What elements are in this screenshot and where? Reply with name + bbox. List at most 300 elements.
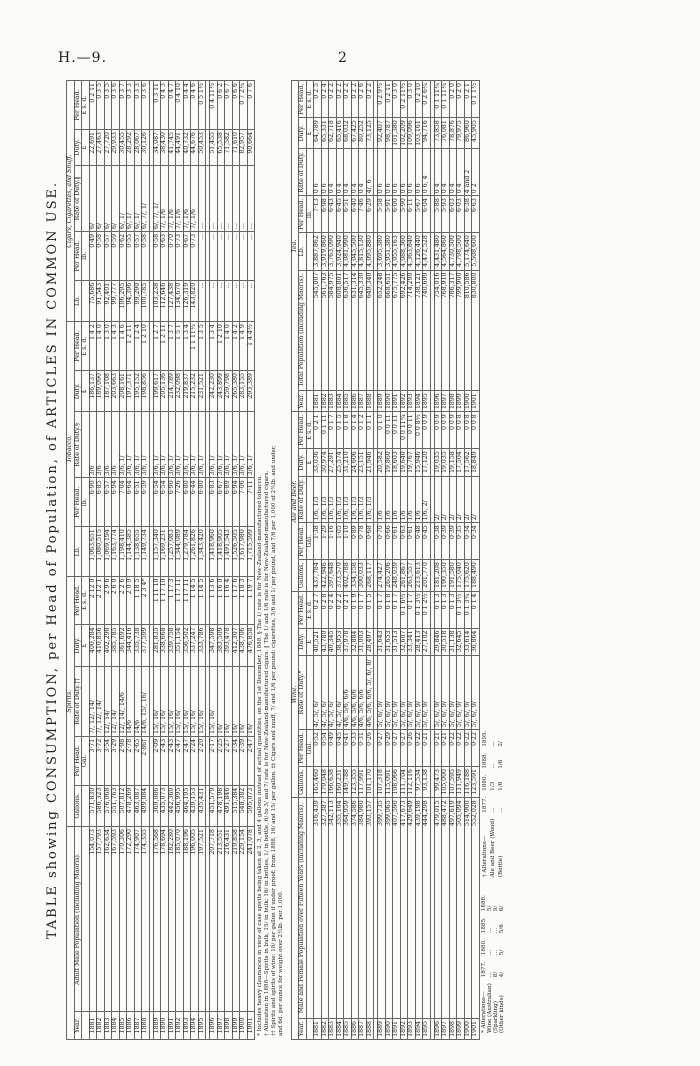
table-cell: 199,617 [153, 371, 161, 412]
alteration-value: 1/6 [497, 759, 504, 769]
table-row [434, 81, 442, 1040]
group-tobacco: Tobacco. [67, 322, 75, 576]
column-header: Gallons. [299, 560, 307, 591]
table-cell: 143,820 [191, 280, 199, 321]
table-cell: 16/ [225, 666, 233, 736]
table-cell: 167,593 [112, 827, 120, 1012]
column-header: Rate of Duty.* [299, 655, 307, 729]
table-row [314, 81, 322, 1040]
table-cell: 0·73 [176, 231, 184, 280]
table-cell: 361,692 [119, 625, 127, 666]
table-cell: 1884 [336, 391, 344, 412]
table-cell: 0·68 [366, 523, 374, 560]
table-cell: 34,087 [153, 130, 161, 166]
table-cell: 6/, 7/, 1/ [142, 166, 150, 232]
table-cell: 439,198 [415, 798, 423, 1018]
table-cell: 24,606 [351, 449, 359, 476]
table-cell: 187,108 [104, 371, 112, 412]
table-cell: 0 2 2 [366, 81, 374, 118]
table-cell: 1898 [449, 391, 457, 412]
table-cell: 1887 [134, 1011, 142, 1039]
table-cell: ... [247, 231, 255, 280]
table-row [247, 81, 255, 1040]
table-cell: 15/, 16/ [183, 666, 191, 736]
column-header: Per Head. [74, 576, 82, 625]
table-cell: 0 0 8 [464, 412, 472, 449]
table-cell: 339,758 [168, 625, 176, 666]
table-cell: 263,557 [408, 560, 416, 591]
table-cell: 1882 [321, 391, 329, 412]
table-cell: 0 1 3 [442, 591, 450, 628]
table-cell: 3·72 [97, 736, 105, 785]
table-cell: 32,607 [400, 628, 408, 655]
table-cell: 438,706 [240, 625, 248, 666]
table-cell: 0·48 [415, 523, 423, 560]
table-cell: 5·90 [400, 196, 408, 233]
table-cell: 4,088,360 [400, 233, 408, 270]
table-cell: 6·98 [321, 196, 329, 233]
table-cell: 2·47 [176, 736, 184, 785]
table-cell: 0 1 11¼ [434, 81, 442, 118]
table-cell: 6·03 [457, 196, 465, 233]
table-cell: 0 3 0 [408, 81, 416, 118]
table-cell: 1 3 0 [104, 322, 112, 371]
table-cell: 1/6, 1/3 [336, 476, 344, 523]
table-cell: 1/6 [378, 476, 386, 523]
alteration-value: ... [486, 971, 493, 978]
table-cell: 369,086 [153, 785, 161, 826]
table-cell: 12/, 14/ [112, 666, 120, 736]
table-cell: 0·70 [168, 231, 176, 280]
table-cell: 799,900 [457, 270, 465, 391]
upper-header-row [74, 81, 82, 1040]
table-cell: 497,619 [449, 798, 457, 1018]
table-cell: 0·34 [472, 523, 480, 560]
table-row [472, 81, 480, 1040]
table-cell: 645,330 [359, 270, 367, 391]
column-header: Adult Male Population (including Maoris). [74, 827, 82, 1012]
table-cell: 1 3 4 [210, 322, 218, 371]
table-cell: 0 4 [344, 149, 352, 196]
table-cell: 1,257,083 [168, 527, 176, 576]
table-cell: 1892 [400, 1018, 408, 1039]
group-spirits: Spirits. [67, 576, 75, 827]
table-cell: 19,767 [408, 449, 416, 476]
table-title: TABLE showing CONSUMPTION, per Head of Population, of ARTICLES IN COMMON USE. [45, 180, 60, 940]
lower-footnotes [482, 80, 505, 1036]
table-row [225, 81, 233, 1040]
table-cell: 99,777 [112, 280, 120, 321]
table-cell: 0 0 9 [442, 412, 450, 449]
table-cell: 1 4 0 [97, 322, 105, 371]
table-cell: 1,261,826 [191, 527, 199, 576]
table-cell: 38,430 [161, 130, 169, 166]
table-cell: 176,568 [153, 827, 161, 1012]
table-cell: 0 2 6 [359, 81, 367, 118]
table-cell: ... [247, 166, 255, 232]
table-cell: 1895 [423, 391, 431, 412]
table-cell: 1898 [225, 1011, 233, 1039]
table-cell: 3/6, 1/ [153, 412, 161, 478]
table-cell: 7·46 [359, 196, 367, 233]
table-cell: 0 6 2 [217, 81, 225, 130]
table-cell: ... [217, 231, 225, 280]
table-cell: 334,158 [351, 560, 359, 591]
table-cell: 3/6, 1/ [232, 412, 240, 478]
table-cell: 115,091 [385, 767, 393, 798]
table-cell: 1,157,340 [153, 527, 161, 576]
table-cell: 91,543 [97, 280, 105, 321]
table-cell: 6·54 [161, 478, 169, 527]
table-cell: 5/, 6/, 9/ [378, 655, 386, 729]
table-cell: 1 4 3 [112, 322, 120, 371]
table-cell: 51,455 [210, 130, 218, 166]
table-cell: 0 6 [378, 149, 386, 196]
table-cell: 1884 [112, 1011, 120, 1039]
table-cell: 0 2 4 [329, 591, 337, 628]
table-cell: 123,591 [472, 767, 480, 798]
table-cell: 1/6 [393, 476, 401, 523]
table-cell: 0·58 [153, 231, 161, 280]
table-cell: 0 1 3½ [415, 591, 423, 628]
column-header: Rate of Duty.‖ [74, 166, 82, 232]
table-cell: 1888 [366, 1018, 374, 1039]
table-cell: 0 1 2 [359, 412, 367, 449]
table-cell: 4/, 5/, 6/ [329, 655, 337, 729]
table-cell: 6·43 [329, 196, 337, 233]
alteration-item: (Bottle) [497, 855, 504, 878]
table-cell: 7·26 [176, 478, 184, 527]
table-cell: 44,491 [176, 130, 184, 166]
table-cell: 6·90 [89, 478, 97, 527]
table-cell: 242,230 [210, 371, 218, 412]
table-cell: 15/, 16/ [153, 666, 161, 736]
table-cell: 29,933 [112, 130, 120, 166]
table-row [112, 81, 120, 1040]
table-cell: 0 3 3 [134, 81, 142, 130]
table-cell: 1 4 0 [225, 322, 233, 371]
table-cell: 1900 [464, 1018, 472, 1039]
table-cell: 0 1 1 [366, 412, 374, 449]
column-header: Rate of Duty.†† [74, 666, 82, 736]
table-cell: 6/ [89, 166, 97, 232]
table-cell: 0 2 7 [314, 591, 322, 628]
table-cell: 1891 [168, 1011, 176, 1039]
table-cell: 0 6 [314, 149, 322, 196]
table-cell: ... [225, 166, 233, 232]
table-cell: 0·55 [127, 231, 135, 280]
table-cell: 3,763,090 [329, 233, 337, 270]
unit-cell [82, 785, 90, 826]
table-cell: 12/, 14/ [104, 666, 112, 736]
table-cell: 3,924,940 [336, 233, 344, 270]
table-row [127, 81, 135, 1040]
table-cell: 12/, 14/, 14/6 [119, 666, 127, 736]
table-cell: 1 2 10 [142, 322, 150, 371]
table-cell: 0 4 [434, 149, 442, 196]
table-cell: 0·29 [385, 730, 393, 767]
table-cell: 27,102 [423, 628, 431, 655]
table-cell: 3/6, 1/ [225, 412, 233, 478]
table-cell: 0·21 [423, 730, 431, 767]
table-cell: 62,718 [329, 118, 337, 149]
table-cell: 64,789 [314, 118, 322, 149]
table-cell: 1 3 7 [168, 322, 176, 371]
table-cell: 265,206 [385, 560, 393, 591]
footnote: †† Spirits and spirits of wine: 18/ per gallon if under proof; from 1888, 16/ and 15/ per gallon. ‡‡ Cigars and snuff, 7/ and 1/6 per pound; cigarettes, 3/6 and 1/ per pound, and 7/6 per 1,000 of 2½lb. and under, [270, 445, 277, 1036]
table-cell: 6·94 [232, 478, 240, 527]
table-cell: 1,343,420 [198, 527, 206, 576]
table-cell: 1882 [97, 1011, 105, 1039]
table-cell: 373,570 [336, 560, 344, 591]
table-cell: 2·34 [232, 736, 240, 785]
table-cell: 0·41 [344, 730, 352, 767]
table-cell: 0·35 [457, 523, 465, 560]
table-row [321, 81, 329, 1040]
unit-cell: £ s. d. [82, 81, 90, 130]
table-cell: 16/ [240, 666, 248, 736]
table-cell: 1,080,515 [97, 527, 105, 576]
table-cell: 0 2 1 [464, 81, 472, 118]
table-row [457, 81, 465, 1040]
table-cell: 19,640 [400, 449, 408, 476]
table-cell: 0 6 [415, 149, 423, 196]
table-cell: 515,384 [232, 785, 240, 826]
table-cell: 79,975 [457, 118, 465, 149]
table-cell: 1 14 5 [191, 576, 199, 625]
table-cell: 3/6 [104, 412, 112, 478]
table-cell: 2 3 4* [142, 576, 150, 625]
table-cell: ... [198, 166, 206, 232]
table-cell: 608,801 [336, 270, 344, 391]
table-cell: 1888 [142, 1011, 150, 1039]
table-cell: 0 6 [393, 149, 401, 196]
table-cell: 4,815,130 [359, 233, 367, 270]
table-cell: 0 1 6½ [400, 591, 408, 628]
table-cell: 356,502 [183, 625, 191, 666]
table-cell: 2·27 [225, 736, 233, 785]
table-cell: 479,015 [434, 798, 442, 1018]
table-cell: 14/6 [127, 666, 135, 736]
table-cell: 0 2 2 [329, 81, 337, 118]
table-cell: 5/, 6/, 9/ [472, 655, 480, 729]
table-cell: 1/6 [408, 476, 416, 523]
table-row [415, 81, 423, 1040]
table-cell: 1891 [393, 1018, 401, 1039]
table-cell: 4,472,528 [423, 233, 431, 270]
table-cell: 15/, 16/ [168, 666, 176, 736]
table-cell: 109,096 [408, 118, 416, 149]
table-cell: ... [232, 280, 240, 321]
table-cell: 1 1 11½ [191, 322, 199, 371]
table-cell: 259,798 [225, 371, 233, 412]
unit-cell: Gal. [82, 736, 90, 785]
table-cell: 1 13 6 [210, 576, 218, 625]
table-cell: 31,653 [385, 628, 393, 655]
table-cell: 1 19 7 [247, 576, 255, 625]
table-cell: 393,478 [225, 625, 233, 666]
beer-alterations [482, 728, 505, 881]
table-cell: 2·78 [127, 736, 135, 785]
table-cell: 65,538 [217, 130, 225, 166]
group-cigars: Cigars, Cigarettes, and Snuff. [67, 81, 75, 322]
table-cell: 0 2 2 [336, 81, 344, 118]
column-header: Year. [299, 391, 307, 412]
table-cell: 1900 [240, 1011, 248, 1039]
table-cell: 0 2 11 [89, 81, 97, 130]
table-cell: 1 2 7 [153, 322, 161, 371]
table-cell: 586,323 [97, 785, 105, 826]
table-cell: 393,157 [366, 798, 374, 1018]
table-cell: 4/, 6 [366, 149, 374, 196]
table-cell: 175,040 [457, 560, 465, 591]
table-cell: 754,016 [434, 270, 442, 391]
alteration-value: 9/ [492, 905, 499, 912]
table-cell: 0·57 [134, 231, 142, 280]
table-cell: 78,876 [449, 118, 457, 149]
lower-header-row [299, 81, 307, 1040]
table-cell: 82,957 [240, 130, 248, 166]
unit-cell [82, 827, 90, 1012]
table-cell: 1,526,505 [232, 527, 240, 576]
table-cell: 6/, 1/ [134, 166, 142, 232]
table-cell: 201,770 [423, 560, 431, 591]
alteration-year: 1888. [480, 895, 487, 912]
alteration-year: 1888. [481, 752, 488, 769]
table-cell: 1893 [408, 391, 416, 412]
lower-table [291, 80, 480, 1040]
table-cell: 0·49 [89, 231, 97, 280]
column-header: Duty. [74, 625, 82, 666]
alteration-value: ... [486, 927, 493, 934]
table-cell: 105,000 [442, 767, 450, 798]
group-tea: Tea. [291, 81, 299, 412]
table-cell: 1881 [89, 1011, 97, 1039]
table-cell: 0 2 2 [344, 81, 352, 118]
table-cell: 478,198 [217, 785, 225, 826]
table-cell: ... [217, 166, 225, 232]
table-cell: 80,252 [359, 118, 367, 149]
table-cell: 38,953 [336, 628, 344, 655]
column-header: Rate of Duty. [299, 149, 307, 196]
table-cell: 1 4 4½ [247, 322, 255, 371]
table-cell: 1/6 [385, 476, 393, 523]
table-cell: 50,453 [198, 130, 206, 166]
table-cell: 1887 [359, 391, 367, 412]
table-cell: ... [210, 280, 218, 321]
table-cell: 342,113 [329, 798, 337, 1018]
table-cell: 584,975 [329, 270, 337, 391]
page-number: 2 [338, 50, 347, 66]
table-cell: 6·59 [142, 478, 150, 527]
table-cell: 1885 [119, 1011, 127, 1039]
table-cell: ... [198, 231, 206, 280]
table-cell: 0·38 [434, 523, 442, 560]
table-cell: 0 1 1½ [472, 81, 480, 118]
table-cell: 337,247 [191, 625, 199, 666]
column-header: Total Population (including Maoris). [299, 270, 307, 391]
table-cell: 31,138 [449, 628, 457, 655]
table-cell: 229,154 [240, 827, 248, 1012]
table-cell: 1 2 11 [161, 322, 169, 371]
table-cell: 2 2 6 [119, 576, 127, 625]
table-cell: 1900 [464, 391, 472, 412]
table-cell: 0 4 [457, 149, 465, 196]
table-cell: 27,720 [104, 130, 112, 166]
table-cell: 5·93 [442, 196, 450, 233]
table-cell: 134,670 [176, 280, 184, 321]
table-cell: 17,562 [464, 449, 472, 476]
table-cell: 207,718 [210, 827, 218, 1012]
table-cell: 0 0 8½ [415, 412, 423, 449]
table-cell: 4/, 5/, 6/ [321, 655, 329, 729]
table-cell: 90,664 [247, 130, 255, 166]
table-cell: 385,785 [112, 625, 120, 666]
table-cell: 2·86† [142, 736, 150, 785]
table-cell: 1901 [472, 1018, 480, 1039]
table-cell: 28,413 [415, 628, 423, 655]
table-cell: 402,298 [104, 625, 112, 666]
unit-cell [82, 412, 90, 478]
table-cell: 4/, 5/, 6/ [336, 655, 344, 729]
table-cell: ... [240, 231, 248, 280]
table-cell: 0 0 9 [434, 412, 442, 449]
table-row [359, 81, 367, 1040]
table-cell: 4,095,880 [366, 233, 374, 270]
table-cell: 0 2 11 [385, 81, 393, 118]
unit-cell: £ [306, 118, 314, 149]
table-cell: 1/6, 1/3 [314, 476, 322, 523]
table-cell: 0·49 [329, 730, 337, 767]
table-cell: 175,620 [464, 560, 472, 591]
table-cell: 0 7 6 [247, 81, 255, 130]
table-cell: 7/, 12/, 14/ [97, 666, 105, 736]
table-cell: 6·51 [344, 196, 352, 233]
table-cell: 0·78 [359, 523, 367, 560]
table-cell: 6·64 [127, 478, 135, 527]
table-cell: 3/6, 1/ [198, 412, 206, 478]
table-cell: 1,418,905 [217, 527, 225, 576]
table-cell: 1 17 11 [176, 576, 184, 625]
table-cell: 499,084 [142, 785, 150, 826]
table-cell: 1886 [351, 391, 359, 412]
table-cell: 1883 [104, 1011, 112, 1039]
alteration-value: 1/3 [489, 781, 496, 791]
column-header: Per Head. [299, 523, 307, 560]
table-cell: 188,490 [472, 560, 480, 591]
table-cell: 3/6, 1/ [210, 412, 218, 478]
alteration-header-row [482, 728, 490, 881]
table-cell: 20,582 [378, 449, 386, 476]
table-cell: 347,598 [210, 625, 218, 666]
column-header: Lb. [74, 280, 82, 321]
table-cell: 397,648 [329, 560, 337, 591]
table-cell: 1·16 [329, 523, 337, 560]
table-cell: 1897 [217, 1011, 225, 1039]
table-cell: 0 1 3¾ [464, 591, 472, 628]
table-cell: 0 1 5 [366, 591, 374, 628]
alteration-value: 5/6 [498, 924, 505, 934]
table-cell: 0 1 8 [344, 412, 352, 449]
table-cell: 189,090 [97, 371, 105, 412]
table-cell: 0 1 7 [359, 591, 367, 628]
table-row [408, 81, 416, 1040]
table-cell: 692,426 [400, 270, 408, 391]
table-cell: 740,699 [423, 270, 431, 391]
column-header: Gallons. [299, 767, 307, 798]
table-cell: 0 6 [400, 149, 408, 196]
table-cell: 3/6, 1/ [127, 412, 135, 478]
